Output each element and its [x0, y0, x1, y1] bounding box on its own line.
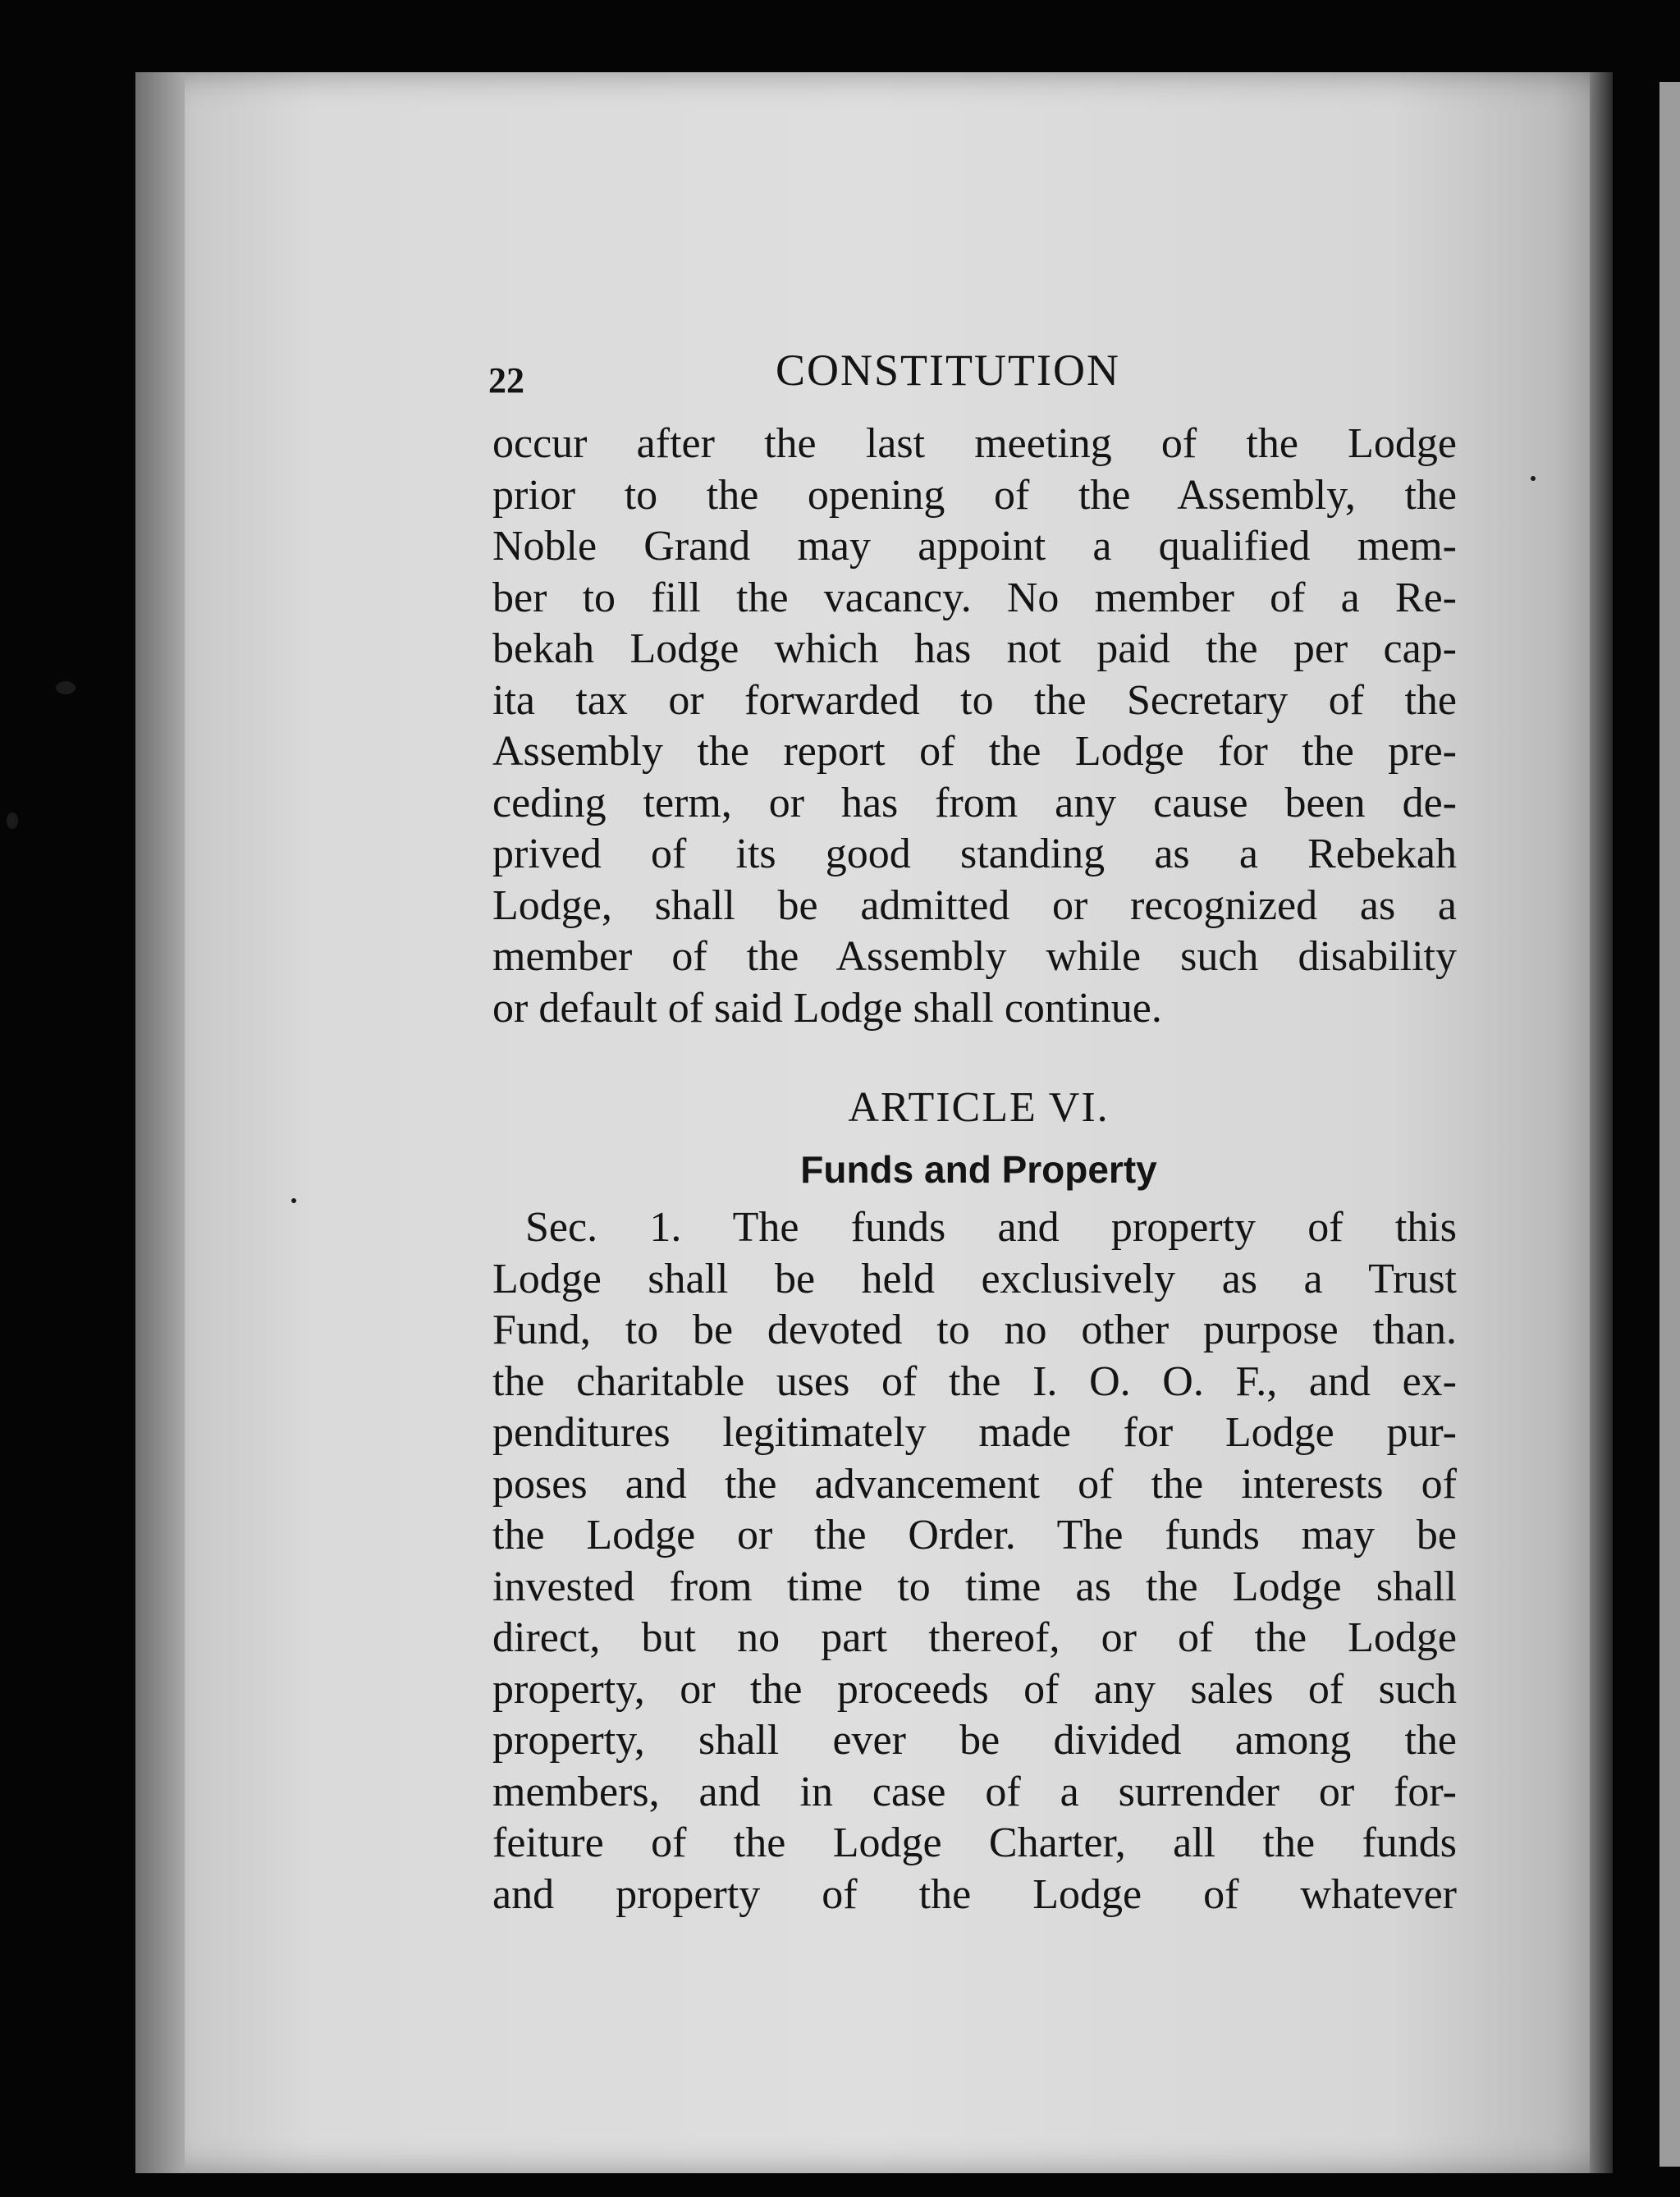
text-line: member of the Assembly while such disability [492, 933, 1457, 980]
text-line: penditures legitimately made for Lodge pur- [492, 1409, 1457, 1456]
text-line: members, and in case of a surrender or for- [492, 1768, 1457, 1815]
scan-speck [291, 1198, 296, 1203]
text-line: occur after the last meeting of the Lodge [492, 420, 1457, 467]
text-line: poses and the advancement of the interests of [492, 1460, 1457, 1508]
article-heading: ARTICLE VI. [848, 1084, 1110, 1131]
next-page-edge [1659, 82, 1680, 2167]
scan-speck [1531, 476, 1536, 481]
scan-speck [7, 812, 18, 829]
text-line: Lodge shall be held exclusively as a Trust [492, 1255, 1457, 1302]
text-line: prior to the opening of the Assembly, the [492, 471, 1457, 519]
page-number: 22 [488, 360, 524, 400]
page-spine-shadow [135, 72, 185, 2173]
text-line: ita tax or forwarded to the Secretary of the [492, 676, 1457, 724]
scan-speck [56, 681, 76, 694]
text-line: direct, but no part thereof, or of the Lodge [492, 1614, 1457, 1661]
text-line: or default of said Lodge shall continue. [492, 984, 1162, 1032]
text-line: feiture of the Lodge Charter, all the funds [492, 1819, 1457, 1866]
text-line: ber to fill the vacancy. No member of a Re- [492, 574, 1457, 621]
text-line: bekah Lodge which has not paid the per cap- [492, 625, 1457, 672]
text-line: property, shall ever be divided among the [492, 1717, 1457, 1764]
text-line: Assembly the report of the Lodge for the pre- [492, 728, 1457, 775]
text-line: property, or the proceeds of any sales of such [492, 1665, 1457, 1713]
text-line: prived of its good standing as a Rebekah [492, 831, 1457, 877]
text-line: Sec. 1. The funds and property of this [525, 1204, 1457, 1251]
text-line: the Lodge or the Order. The funds may be [492, 1512, 1457, 1558]
text-line: invested from time to time as the Lodge shall [492, 1563, 1457, 1610]
text-line: the charitable uses of the I. O. O. F., and ex- [492, 1357, 1457, 1405]
text-line: ceding term, or has from any cause been de- [492, 779, 1457, 826]
section-heading: Funds and Property [800, 1148, 1157, 1191]
text-line: Fund, to be devoted to no other purpose than. [492, 1307, 1457, 1353]
text-line: Lodge, shall be admitted or recognized as a [492, 881, 1457, 929]
text-line: and property of the Lodge of whatever [492, 1870, 1457, 1918]
text-line: Noble Grand may appoint a qualified mem- [492, 523, 1457, 570]
page-header [361, 345, 1465, 419]
page-text [361, 345, 1465, 1920]
running-title: CONSTITUTION [776, 346, 1120, 395]
page-right-edge [1590, 72, 1613, 2173]
continued-paragraph [361, 419, 1465, 1034]
section-paragraph [361, 1202, 1465, 1920]
